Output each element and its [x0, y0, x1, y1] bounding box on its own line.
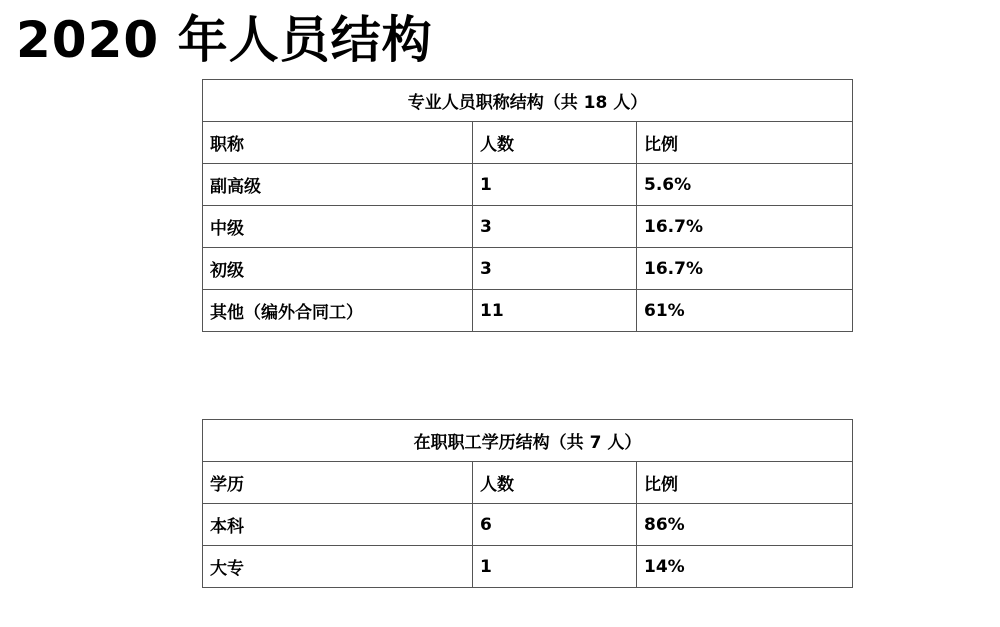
table-header-row	[203, 462, 853, 504]
cell-count: 1	[473, 546, 637, 588]
cell-ratio: 61%	[637, 290, 853, 332]
page-title: 2020 年人员结构	[16, 11, 433, 69]
cell-ratio: 16.7%	[637, 248, 853, 290]
cell-ratio: 5.6%	[637, 164, 853, 206]
column-header-education: 学历	[203, 462, 473, 504]
table-row	[203, 206, 853, 248]
table-row	[203, 248, 853, 290]
table-row	[203, 504, 853, 546]
cell-title: 中级	[203, 206, 473, 248]
cell-title: 初级	[203, 248, 473, 290]
table-header-row	[203, 122, 853, 164]
cell-count: 1	[473, 164, 637, 206]
cell-title: 其他（编外合同工）	[203, 290, 473, 332]
table-caption-row	[203, 420, 853, 462]
education-structure-table	[202, 419, 853, 588]
column-header-ratio: 比例	[637, 462, 853, 504]
table-caption: 在职职工学历结构（共 7 人）	[203, 420, 853, 462]
table-row	[203, 290, 853, 332]
table-row	[203, 546, 853, 588]
cell-education: 本科	[203, 504, 473, 546]
column-header-count: 人数	[473, 462, 637, 504]
column-header-count: 人数	[473, 122, 637, 164]
column-header-ratio: 比例	[637, 122, 853, 164]
cell-count: 3	[473, 206, 637, 248]
table-row	[203, 164, 853, 206]
title-structure-table	[202, 79, 853, 332]
cell-ratio: 14%	[637, 546, 853, 588]
cell-ratio: 86%	[637, 504, 853, 546]
cell-count: 3	[473, 248, 637, 290]
cell-count: 11	[473, 290, 637, 332]
column-header-title: 职称	[203, 122, 473, 164]
cell-education: 大专	[203, 546, 473, 588]
cell-count: 6	[473, 504, 637, 546]
table-caption: 专业人员职称结构（共 18 人）	[203, 80, 853, 122]
table-caption-row	[203, 80, 853, 122]
cell-title: 副高级	[203, 164, 473, 206]
cell-ratio: 16.7%	[637, 206, 853, 248]
